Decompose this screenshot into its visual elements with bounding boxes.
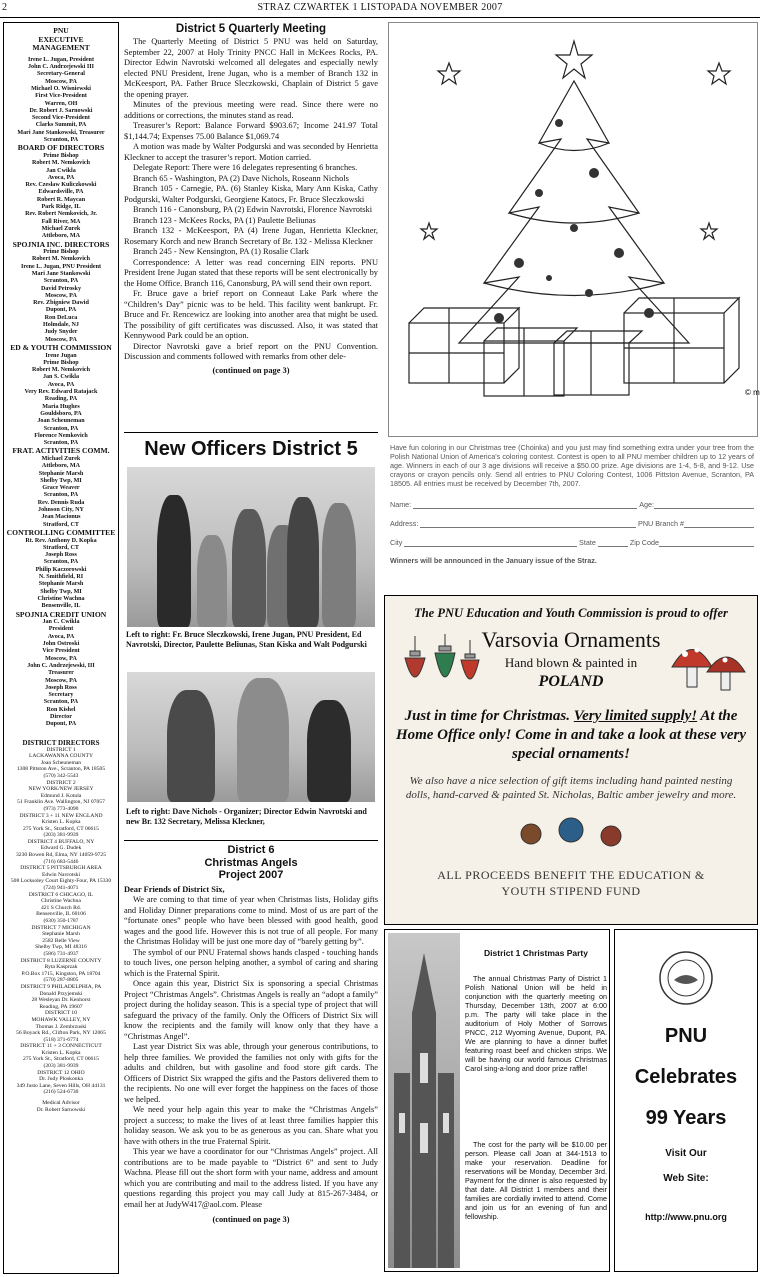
- sidebar-entry: Reading, PA: [44, 396, 78, 403]
- years-label: 99 Years: [645, 1107, 727, 1129]
- website-label: Web Site:: [663, 1173, 709, 1184]
- paragraph: The symbol of our PNU Fraternal shows hands clasped - touching hands to touch lives, one person helping another, a symbol of caring and sharing which is the Fraternal Spirit.: [124, 947, 378, 978]
- age-label: Age:: [639, 500, 654, 509]
- sidebar-heading: MANAGEMENT: [32, 43, 90, 53]
- ad-offer-line2: At the Home Office only! Come in and take a look at these very special ornaments!: [395, 708, 747, 762]
- winners-note: Winners will be announced in the January issue of the Straz.: [390, 556, 597, 565]
- paragraph: Correspondence: A letter was read concerning EIN reports. PNU President Irene Jugan stated that these reports will be sent electronically by the Home Office. Branch 116, Canonsburg, PA will send their own report.: [124, 257, 378, 288]
- officers-title: New Officers District 5: [144, 438, 358, 460]
- sidebar-heading: EXECUTIVE: [38, 34, 84, 44]
- city-label: City: [390, 538, 403, 547]
- sidebar-entry: Mari Jane Stankowski, Treasurer: [17, 129, 105, 136]
- party-details: The annual Christmas Party of District 1 Polish National Union will be held in conjunction with the quarterly meeting on Thursday, December 13th, 2007 at 6:00 p.m. The party will take place in the auditorium of Holy Mother of Sorrows PNCC, 212 Wyoming Avenue, Dupont, PA. We are planning to have a dinner buffet featuring roast beef and chicken strips. We will be having our world famous Christmas Carol sing-a-long and door prize raffle!: [465, 974, 607, 1073]
- sidebar-entry: (973) 773-4090: [43, 805, 79, 812]
- sidebar-entry: Medical Advisor: [42, 1100, 80, 1107]
- page-number: 2: [2, 2, 7, 13]
- sidebar-entry: Christine Wachna: [41, 898, 81, 905]
- paragraph: Branch 132 - McKeesport, PA (4) Irene Jugan, Henrietta Kleckner, Rosemary Korch and new Branch Secretary of Br. 132 - Melissa Kleckner: [124, 226, 378, 246]
- sidebar-entry: Scranton, PA: [43, 699, 79, 706]
- sidebar-entry: 1308 Pittston Ave., Scranton, PA 18505: [16, 766, 106, 773]
- sidebar-entry: Moscow, PA: [45, 677, 77, 684]
- sidebar-entry: Rev. Dennis Ruda: [37, 499, 85, 506]
- ad-heading: The PNU Education and Youth Commission is proud to offer: [414, 606, 728, 620]
- sidebar-entry: Stephanie Marsh: [38, 581, 84, 588]
- ad-gifts: We also have a nice selection of gift items including hand painted nesting dolls, hand-carved & painted St. Nicholas, Baltic amber jewelry and more.: [405, 775, 737, 801]
- sidebar-entry: Avoca, PA: [47, 381, 75, 388]
- sidebar-entry: DISTRICT 1: [46, 746, 76, 753]
- sidebar-entry: Grace Weaver: [42, 485, 80, 492]
- paragraph: We are coming to that time of year when Christmas lists, Holiday gifts and Holiday Dinner preparations come to mind. Most of us are part of the “fortunate ones” people who have been blessed with good health, good wages and the good life. However this is not true of all people. For many the Christmas Holiday will be just one more day of “barely getting by”.: [124, 895, 378, 946]
- sidebar-entry: President: [48, 626, 74, 633]
- sidebar-entry: DISTRICT 5 PITTSBURGH AREA: [20, 865, 102, 872]
- sidebar-entry: Shelby Twp, MI: [40, 477, 82, 484]
- sidebar-heading: CONTROLLING COMMITTEE: [6, 527, 116, 537]
- address-label: Address:: [390, 519, 419, 528]
- sidebar-entry: Director: [50, 713, 72, 720]
- form-row-city: [390, 538, 754, 547]
- church-illustration: [388, 933, 460, 1268]
- pnu-seal-icon: [656, 948, 716, 1008]
- sidebar-entry: John C. Andrzejewski, III: [27, 662, 95, 669]
- coloring-tree-illustration: [388, 22, 758, 437]
- trio-photo: [127, 672, 375, 802]
- ad-offer: [395, 707, 747, 764]
- sidebar-entry: Dupont, PA: [45, 721, 77, 728]
- paragraph: Director Navrotski gave a brief report on the PNU Convention. Discussion and comments followed with remarks from other dele-: [124, 341, 378, 361]
- sidebar-entry: Irene Jugan: [45, 352, 77, 359]
- sidebar-entry: Bensenville, IL 60106: [36, 911, 86, 918]
- sidebar-entry: Very Rev. Edward Ratajack: [24, 389, 98, 396]
- city-field[interactable]: [404, 538, 577, 547]
- ad-subtitle: Hand blown & painted in: [504, 655, 638, 670]
- form-row-name: [390, 500, 754, 509]
- sidebar-entry: Rev. Robert Nemkovich, Jr.: [25, 211, 97, 218]
- sidebar-entry: Edmund J. Kotula: [40, 792, 82, 799]
- sidebar-entry: Jean Macionus: [41, 514, 81, 521]
- sidebar-entry: Gouldsboro, PA: [40, 410, 82, 417]
- sidebar-entry: 28 Wesleyan Dr. Kenhorst: [31, 997, 91, 1004]
- sidebar-entry: Maria Hughes: [42, 403, 80, 410]
- pnu-anniversary-box: [614, 929, 758, 1272]
- sidebar-entry: Philip Kaczorowski: [35, 566, 87, 573]
- sidebar-entry: 56 Boyack Rd., Clifton Park, NY 12065: [16, 1030, 106, 1037]
- sidebar-entry: Stephanie Marsh: [42, 931, 80, 938]
- photo-caption-1: Left to right: Fr. Bruce Sleczkowski, Irene Jugan, PNU President, Ed Navrotski, Director, Paulette Beliunas, Stan Kiska and Walt Podgurski: [126, 630, 367, 649]
- sidebar-entry: Edward G. Dudek: [40, 845, 82, 852]
- sidebar-entry: Moscow, PA: [45, 655, 77, 662]
- sidebar-entry: Stratford, CT: [43, 544, 79, 551]
- paragraph: Branch 65 - Washington, PA (2) Dave Nichols, Roseann Nichols: [133, 173, 349, 183]
- small-ornaments-icon: [511, 808, 631, 856]
- sidebar-entry: DISTRICT 6 CHICAGO, IL: [28, 891, 94, 898]
- group-photo: [127, 467, 375, 627]
- angels-title-line3: Project 2007: [218, 869, 284, 881]
- celebrates-label: Celebrates: [634, 1066, 738, 1088]
- sidebar-entry: Michael O. Wisniewski: [31, 85, 91, 92]
- sidebar-entry: Joan Scheuneman: [40, 759, 82, 766]
- sidebar-entry: Edwardsville, PA: [38, 189, 84, 196]
- ad-poland: POLAND: [538, 673, 604, 690]
- sidebar-entry: Secretary-General: [37, 71, 85, 78]
- contest-rules: Have fun coloring in our Christmas tree (Choinka) and you just may find something extra under your tree from the Polish National Union of America's coloring contest. Contest is open to all PNU member children up to 12 years of age. Winners in each of our 3 age divisions will receive a $50.00 prize. Age divisions are 1-4, 5-8, and 9-12. Use crayons or crayon pencils only. Send all entries to PNU Coloring Contest, 1006 Pittston Avenue, Scranton, PA 18505. All entries must be received by December 7th, 2007.: [390, 443, 754, 488]
- sidebar-entry: Prime Bishop: [43, 152, 79, 159]
- greeting: Dear Friends of District Six,: [124, 884, 225, 894]
- sidebar-entry: Robert R. Maycan: [36, 196, 86, 203]
- sidebar-directory: [3, 22, 119, 1274]
- sidebar-entry: Florence Nemkovich: [34, 432, 88, 439]
- sidebar-entry: Rev. Zbigniew Dawid: [33, 300, 89, 307]
- sidebar-heading: SPOJNIA CREDIT UNION: [15, 609, 107, 619]
- party-cost: The cost for the party will be $10.00 per person. Please call Joan at 344-1513 to make your reservation. Deadline for reservations will be Monday, December 3rd. Payment for the dinner is also requested by that date. All District 1 members and their families are cordially invited to attend. Come and join us for an evening of fun and fellowship.: [465, 1140, 607, 1221]
- sidebar-entry: Irene L. Jugan, PNU President: [20, 263, 101, 270]
- branch-label: PNU Branch #: [638, 519, 684, 528]
- sidebar-entry: 3230 Bowen Rd, Elma, NY 14059-9725: [15, 852, 107, 859]
- sidebar-entry: (216) 524-6730: [43, 1089, 79, 1096]
- paragraph: Branch 105 - Carnegie, PA. (6) Stanley Kiska, Mary Ann Kiska, Cathy Podgurski, Walter Podgurski, Georgiene Katocs, Fr. Bruce Sleczkowski: [124, 184, 378, 204]
- sidebar-entry: DISTRICT 3 + 11 NEW ENGLAND: [19, 812, 103, 819]
- sidebar-entry: Bensenville, IL: [41, 603, 81, 610]
- article-district5-meeting: [124, 22, 378, 376]
- paragraph: Last year District Six was able, through your generous contributions, to help three families. We provided the families not only with gifts for the adults and children, but with gasoline and food store gift cards. The Officers of District Six wrapped the gifts and the Pastors delivered them to the recipients. No one will ever forget the happiness on the faces of those we helped.: [124, 1042, 378, 1104]
- sidebar-entry: Moscow, PA: [45, 78, 77, 85]
- paragraph: We need your help again this year to make the “Christmas Angels” project a success; to make the lives of at least three families happier this holiday season. We ask you to be as generous as you can. Share what you have with others in the true Fraternal Spirit.: [124, 1105, 378, 1146]
- sidebar-heading: ED & YOUTH COMMISSION: [10, 342, 112, 352]
- sidebar-entry: LACKAWANNA COUNTY: [28, 753, 94, 760]
- sidebar-entry: Rt. Rev. Anthony D. Kopka: [25, 537, 97, 544]
- sidebar-entry: 2582 Belle View: [42, 937, 80, 944]
- sidebar-entry: Dr. Robert Sarnowski: [36, 1106, 86, 1113]
- divider: [124, 840, 378, 841]
- sidebar-entry: N. Smithfield, RI: [38, 574, 84, 581]
- sidebar-entry: First Vice-President: [35, 93, 87, 100]
- sidebar-entry: Ron DeLuca: [44, 314, 78, 321]
- sidebar-entry: Christine Wachna: [37, 595, 85, 602]
- sidebar-entry: Johnson City, NY: [38, 507, 84, 514]
- sidebar-entry: Avoca, PA: [47, 174, 75, 181]
- sidebar-entry: 421 S Church Rd.: [40, 904, 82, 911]
- sidebar-entry: Michael Zurek: [41, 456, 81, 462]
- sidebar-entry: David Petrosky: [40, 285, 81, 292]
- article-body: [124, 895, 378, 1210]
- state-label: State: [579, 538, 596, 547]
- sidebar-entry: Robert M. Nemkovich: [31, 367, 91, 374]
- sidebar-heading: DISTRICT DIRECTORS: [22, 738, 100, 747]
- paragraph: Delegate Report: There were 16 delegates representing 6 branches.: [133, 163, 358, 172]
- sidebar-entry: (518) 371-6774: [43, 1036, 79, 1043]
- sidebar-entry: Rev. Czeslaw Kuliczkowski: [25, 182, 97, 189]
- sidebar-entry: (570) 342-5543: [43, 772, 79, 779]
- sidebar-entry: Judy Snyder: [44, 329, 78, 336]
- sidebar-entry: Irene L. Jugan, President: [28, 56, 94, 63]
- sidebar-entry: 51 Franklin Ave. Wallington, NJ 07057: [17, 799, 105, 806]
- sidebar-entry: Attleboro, MA: [41, 463, 81, 470]
- sidebar-entry: Fall River, MA: [41, 218, 81, 225]
- ad-footer: ALL PROCEEDS BENEFIT THE EDUCATION & YOUTH STIPEND FUND: [437, 868, 705, 898]
- sidebar-entry: Joan Scheuneman: [37, 418, 85, 425]
- paragraph: Branch 123 - McKees Rocks, PA (1) Paulette Beliunas: [133, 215, 316, 225]
- sidebar-entry: Jan Cwikla: [46, 167, 76, 174]
- sidebar-entry: Prime Bishop: [43, 249, 79, 256]
- ornaments-ad: [384, 595, 758, 925]
- sidebar-entry: John Ostroski: [42, 641, 80, 648]
- sidebar-entry: Park Ridge, IL: [41, 204, 81, 211]
- sidebar-entry: Scranton, PA: [43, 440, 79, 447]
- sidebar-entry: (586) 731-4937: [43, 950, 79, 957]
- sidebar-entry: Jan C. Cwikla: [42, 619, 80, 626]
- paragraph: Treasurer’s Report: Balance Forward $903.67; Income 241.97 Total $1,144.74; Expenses 75.00 Balance $1,069.74: [124, 121, 378, 141]
- name-field[interactable]: [413, 500, 637, 509]
- sidebar-entry: DISTRICT 8 LUZERNE COUNTY: [20, 957, 102, 964]
- sidebar-entry: 275 York St., Stratford, CT 06615: [23, 825, 99, 832]
- paragraph: The Quarterly Meeting of District 5 PNU was held on Saturday, September 22, 2007 at Holy Trinity PNCC Hall in McKees Rocks, PA. Director Edwin Navrotski welcomed all delegates and especially newly elected PNU President, Irene Jugan, who is a member of Branch 132 in McKeesport, PA. Father Bruce Sleczkowski, Chaplain of District 5 gave the opening prayer.: [124, 37, 378, 99]
- sidebar-entry: 508 Locksoley Court Eighty-Four, PA 15330: [10, 878, 112, 885]
- sidebar-entry: DISTRICT 10: [44, 1010, 78, 1017]
- party-title: District 1 Christmas Party: [484, 948, 588, 958]
- paragraph: Minutes of the previous meeting were read. Since there were no additions or corrections, the minutes stand as read.: [124, 100, 378, 120]
- paragraph: Once again this year, District Six is sponsoring a special Christmas Project “Christmas Angels”. Christmas Angels is really an “adopt a family” project during the holiday season. This is a special type of project that will safeguard the privacy of the family. Only the Officers of District Six will know the recipients and the family will know only that they have a “Christmas Angel”.: [124, 979, 378, 1041]
- sidebar-entry: Stephanie Marsh: [38, 470, 84, 477]
- coloring-contest-form: [390, 443, 754, 588]
- name-label: Name:: [390, 500, 412, 509]
- sidebar-entry: Scranton, PA: [43, 559, 79, 566]
- divider: [124, 432, 378, 433]
- article-title: District 5 Quarterly Meeting: [175, 23, 327, 35]
- sidebar-heading: FRAT. ACTIVITIES COMM.: [12, 446, 110, 456]
- sidebar-entry: Second Vice-President: [32, 115, 90, 122]
- sidebar-entry: Joseph Ross: [45, 552, 77, 559]
- sidebar-heading: BOARD OF DIRECTORS: [17, 143, 105, 153]
- sidebar-entry: Reading, PA 19607: [39, 1003, 83, 1010]
- sidebar-entry: (716) 683-5446: [43, 858, 79, 865]
- age-field[interactable]: [654, 500, 754, 509]
- ad-title: Varsovia Ornaments: [481, 627, 661, 652]
- sidebar-entry: Scranton, PA: [43, 425, 79, 432]
- sidebar-entry: Robert M. Nemkovich: [31, 160, 91, 167]
- sidebar-heading: PNU: [53, 26, 69, 35]
- sidebar-entry: Jan S. Cwikla: [42, 374, 80, 381]
- copyright-mark: © m: [745, 388, 760, 397]
- address-field[interactable]: [420, 519, 636, 528]
- continued-note: (continued on page 3): [212, 365, 290, 375]
- sidebar-entry: DISTRICT 11 + 3 CONNECTICUT: [20, 1043, 102, 1050]
- sidebar-entry: Kristen L. Kopka: [41, 819, 81, 826]
- sidebar-entry: DISTRICT 9 PHILADELPHIA, PA: [20, 983, 102, 990]
- zip-label: Zip Code: [629, 538, 659, 547]
- spacer: [6, 733, 116, 737]
- paragraph: Branch 245 - New Kensington, PA (1) Rosalie Clark: [133, 247, 309, 256]
- mushroom-ornaments-icon: [667, 632, 747, 702]
- article-christmas-angels: [124, 844, 378, 1226]
- ad-offer-limited: Very limited supply!: [573, 708, 698, 724]
- district1-party-ad: [384, 929, 610, 1272]
- sidebar-entry: NEW YORK/NEW JERSEY: [28, 786, 94, 793]
- zip-field[interactable]: [659, 538, 754, 547]
- sidebar-entry: Moscow, PA: [45, 292, 77, 299]
- website-link[interactable]: http://www.pnu.org: [645, 1212, 727, 1222]
- sidebar-entry: Holmdale, NJ: [43, 322, 79, 329]
- sidebar-entry: (203) 381-9939: [43, 1063, 79, 1070]
- sidebar-entry: 349 Justo Lane, Seven Hills, OH 44131: [16, 1082, 106, 1089]
- sidebar-entry: DISTRICT 12 OHIO: [37, 1069, 85, 1076]
- sidebar-entry: Stratford, CT: [43, 521, 79, 528]
- ornaments-icon: [395, 626, 485, 706]
- sidebar-entry: Ryta Kasprzak: [44, 964, 78, 971]
- sidebar-entry: Scranton, PA: [43, 492, 79, 499]
- newspaper-title: STRAZ CZWARTEK 1 LISTOPADA NOVEMBER 2007: [257, 2, 503, 13]
- sidebar-entry: Thomas J. Zembrzuski: [35, 1023, 87, 1030]
- sidebar-entry: DISTRICT 2: [46, 779, 76, 786]
- sidebar-entry: Dr. Robert J. Sarnowski: [29, 107, 93, 114]
- form-row-address: [390, 519, 754, 528]
- sidebar-entry: Attleboro, MA: [41, 233, 81, 240]
- sidebar-entry: Donald Przyjemski: [39, 990, 83, 997]
- sidebar-entry: Prime Bishop: [43, 359, 79, 366]
- sidebar-entry: Ron Kishel: [46, 706, 76, 713]
- paragraph: Fr. Bruce gave a brief report on Conneaut Lake Park where the “Children’s Day” picnic was to be held. This facility went bankrupt. Fr. Bruce and Fr. Rencewicz are looking into another area that might be used. The possibility of gift certificates was discussed. Also, it was stated that Kennywood Park could be an option.: [124, 289, 378, 340]
- angels-title-line2: Christmas Angels: [204, 856, 298, 869]
- sidebar-entry: Michael Zurek: [41, 225, 81, 232]
- sidebar-entry: Joseph Ross: [45, 684, 77, 691]
- sidebar-entry: DISTRICT 7 MICHIGAN: [31, 924, 91, 931]
- sidebar-entry: Moscow, PA: [45, 336, 77, 343]
- sidebar-entry: Scranton, PA: [43, 278, 79, 285]
- paragraph: Branch 116 - Canonsburg, PA (2) Edwin Navrotski, Florence Navrotski: [133, 205, 373, 214]
- visit-label: Visit Our: [665, 1148, 707, 1159]
- branch-field[interactable]: [684, 519, 754, 528]
- sidebar-entry: Edwin Navrotski: [41, 871, 81, 878]
- sidebar-entry: Clarks Summit, PA: [35, 122, 87, 129]
- paragraph: This year we have a coordinator for our “Christmas Angels” project. All contributions are to be made payable to “District 6” and sent to Judy Wachna. Please fill out the short form with your name, address and amount which you are contributing and mail to the address listed. If you have any questions regarding this project you may call Judy at 815-267-3484, or email her at JudyW417@aol.com. Please: [124, 1147, 378, 1209]
- sidebar-entry: Kristen L. Kopka: [41, 1049, 81, 1056]
- sidebar-entry: Treasurer: [48, 670, 74, 677]
- sidebar-entry: Shelby Twp, MI: [40, 588, 82, 595]
- sidebar-entry: Vice President: [42, 648, 80, 655]
- ad-offer-line1: Just in time for Christmas.: [404, 708, 571, 724]
- sidebar-entry: Warren, OH: [44, 100, 78, 107]
- sidebar-entry: DISTRICT 4 BUFFALO, NY: [27, 838, 95, 845]
- sidebar-entry: Shelby Twp, MI 48316: [35, 944, 87, 951]
- photo-caption-2: Left to right: Dave Nichols - Organizer; Director Edwin Navrotski and new Br. 132 Secretary, Melissa Kleckner,: [126, 807, 367, 826]
- sidebar-entry: (203) 381-9939: [43, 832, 79, 839]
- sidebar-entry: Dupont, PA: [45, 307, 77, 314]
- sidebar-entry: Robert M. Nemkovich: [31, 256, 91, 263]
- paragraph: A motion was made by Walter Podgurski and was seconded by Henrietta Kleckner to accept the trasurer’s report. Motion carried.: [124, 142, 378, 162]
- sidebar-entry: 275 York St., Stratford, CT 06615: [23, 1056, 99, 1063]
- sidebar-heading: SPOJNIA INC. DIRECTORS: [12, 239, 110, 249]
- sidebar-entry: Mari Jane Stankowski: [31, 270, 91, 277]
- continued-note: (continued on page 3): [212, 1215, 290, 1224]
- page-header: [0, 0, 760, 18]
- sidebar-entry: MOHAWK VALLEY, NY: [31, 1016, 91, 1023]
- sidebar-entry: P.O.Box 1715, Kingston, PA 18704: [21, 970, 101, 977]
- sidebar-entry: (630) 350-1787: [43, 918, 79, 925]
- article-body: [124, 37, 378, 363]
- state-field[interactable]: [598, 538, 628, 547]
- sidebar-entry: Dr. Judy Ploskonka: [39, 1076, 83, 1083]
- angels-title-line1: District 6: [227, 844, 275, 856]
- sidebar-entry: (724) 941-4071: [43, 885, 79, 892]
- sidebar-entry: Secretary: [48, 692, 74, 699]
- sidebar-entry: Avoca, PA: [47, 633, 75, 640]
- sidebar-entry: Scranton, PA: [43, 137, 79, 144]
- sidebar-entry: (570) 287-8805: [43, 977, 79, 984]
- pnu-label: PNU: [664, 1025, 708, 1047]
- sidebar-entry: John C. Andrzejewski III: [27, 64, 95, 71]
